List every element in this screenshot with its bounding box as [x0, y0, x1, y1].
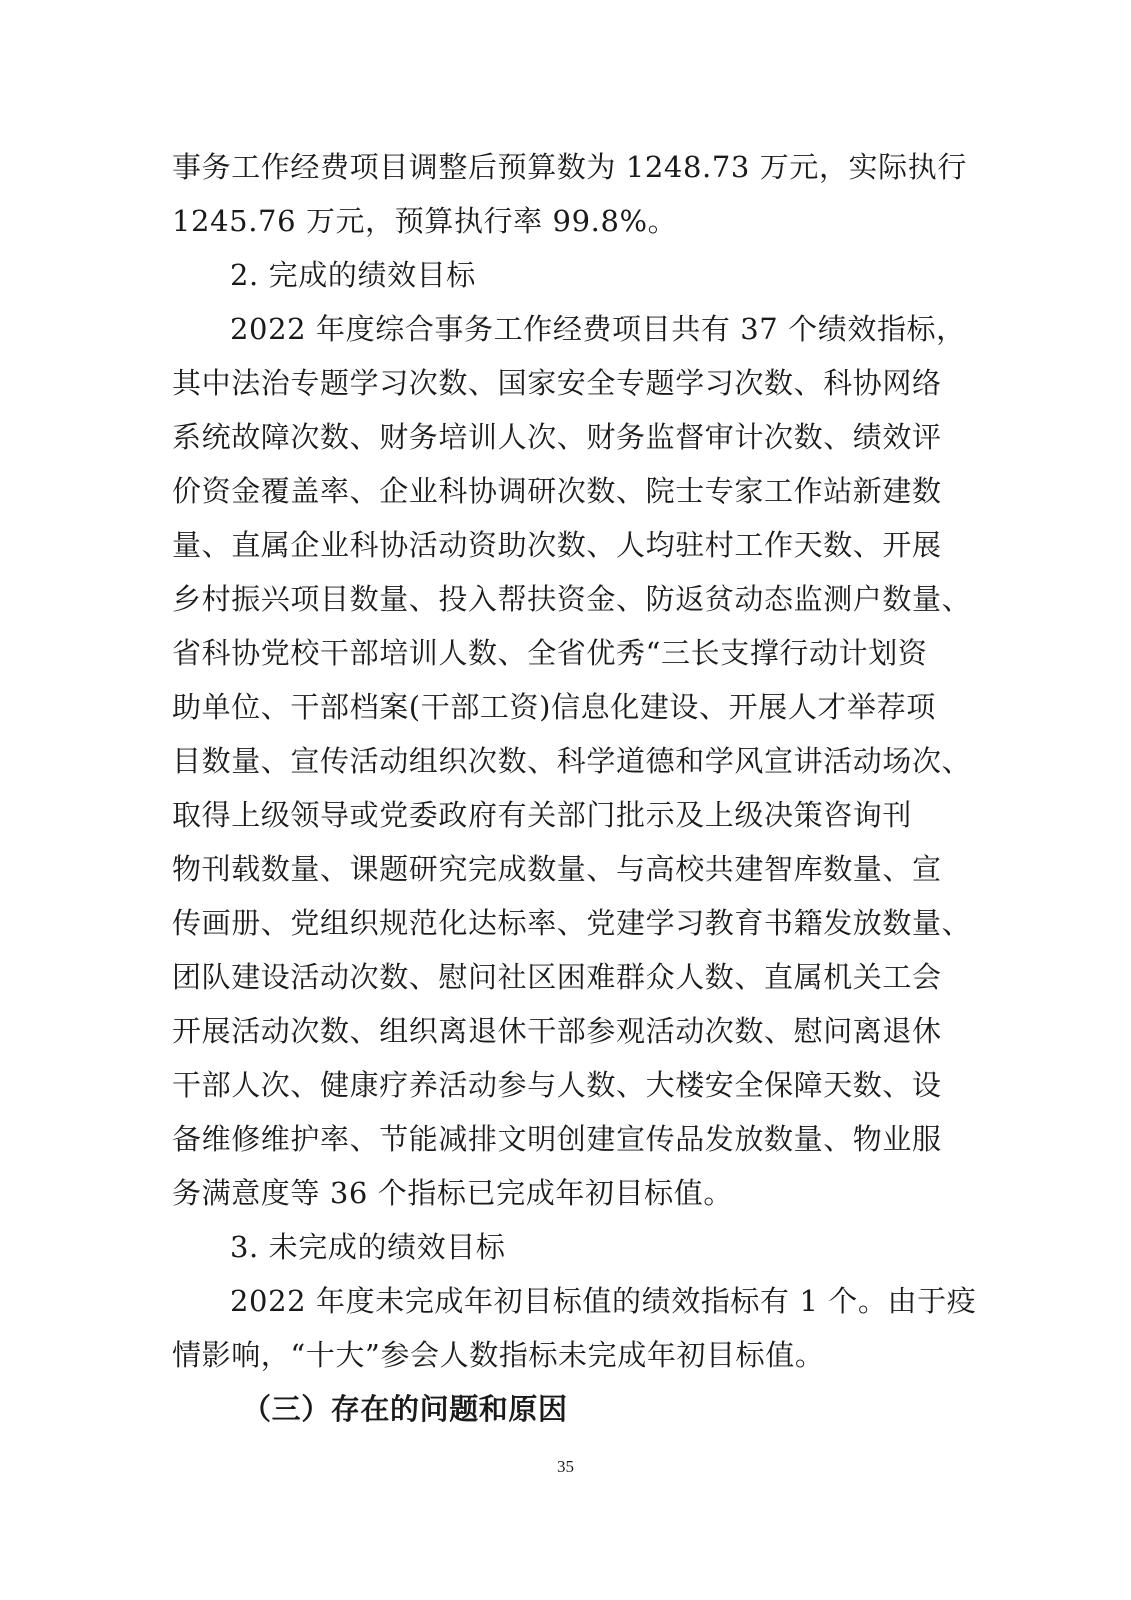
paragraph-line: 乡村振兴项目数量、投入帮扶资金、防返贫动态监测户数量、: [172, 582, 972, 616]
paragraph-line: 省科协党校干部培训人数、全省优秀“三长支撑行动计划资: [172, 636, 928, 670]
paragraph-line: 2022 年度未完成年初目标值的绩效指标有 1 个。由于疫: [230, 1284, 977, 1318]
body-text: [172, 140, 977, 1436]
paragraph-line: 情影响，“十大”参会人数指标未完成年初目标值。: [172, 1338, 825, 1372]
sub-heading-uncompleted-goals: 3. 未完成的绩效目标: [230, 1230, 506, 1264]
paragraph-line: 助单位、干部档案(干部工资)信息化建设、开展人才举荐项: [172, 690, 936, 724]
paragraph-line: 目数量、宣传活动组织次数、科学道德和学风宣讲活动场次、: [172, 744, 972, 778]
paragraph-line: 干部人次、健康疗养活动参与人数、大楼安全保障天数、设: [172, 1068, 942, 1102]
paragraph-line: 2022 年度综合事务工作经费项目共有 37 个绩效指标，: [230, 312, 966, 346]
paragraph-line: 物刊载数量、课题研究完成数量、与高校共建智库数量、宣: [172, 852, 942, 886]
paragraph-line: 团队建设活动次数、慰问社区困难群众人数、直属机关工会: [172, 960, 942, 994]
page-number: 35: [557, 1457, 574, 1476]
sub-heading-completed-goals: 2. 完成的绩效目标: [230, 258, 476, 292]
paragraph-line: 价资金覆盖率、企业科协调研次数、院士专家工作站新建数: [172, 474, 942, 508]
paragraph-line: 开展活动次数、组织离退休干部参观活动次数、慰问离退休: [172, 1014, 942, 1048]
section-heading-problems: （三）存在的问题和原因: [242, 1392, 568, 1426]
paragraph-line: 传画册、党组织规范化达标率、党建学习教育书籍发放数量、: [172, 906, 972, 940]
paragraph-line: 事务工作经费项目调整后预算数为 1248.73 万元，实际执行: [172, 150, 967, 184]
paragraph-line: 务满意度等 36 个指标已完成年初目标值。: [172, 1176, 733, 1210]
paragraph-line: 系统故障次数、财务培训人次、财务监督审计次数、绩效评: [172, 420, 942, 454]
paragraph-line: 其中法治专题学习次数、国家安全专题学习次数、科协网络: [172, 366, 942, 400]
paragraph-line: 量、直属企业科协活动资助次数、人均驻村工作天数、开展: [172, 528, 942, 562]
paragraph-line: 1245.76 万元，预算执行率 99.8%。: [172, 204, 678, 238]
paragraph-line: 备维修维护率、节能减排文明创建宣传品发放数量、物业服: [172, 1122, 942, 1156]
paragraph-line: 取得上级领导或党委政府有关部门批示及上级决策咨询刊: [172, 798, 913, 832]
